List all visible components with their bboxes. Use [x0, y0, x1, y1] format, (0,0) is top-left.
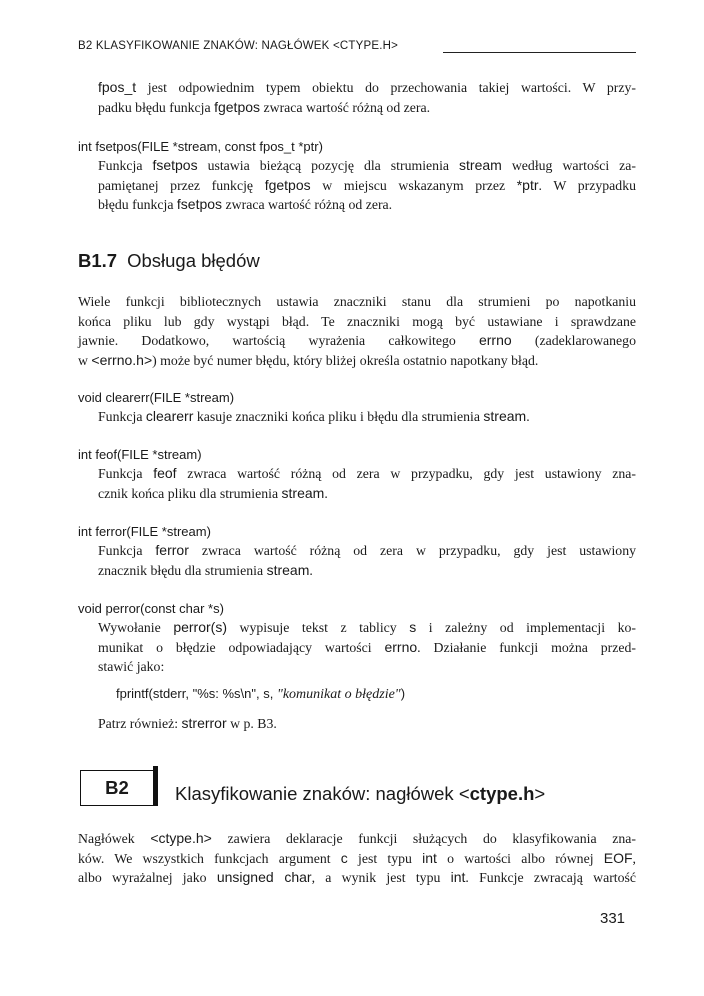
perror-description [98, 618, 636, 677]
clearerr-signature: void clearerr(FILE *stream) [78, 390, 235, 405]
text-line: Funkcja feof zwraca wartość różną od zera w przypadku, gdy jest ustawiony zna- [98, 465, 636, 481]
text-line: Funkcja fsetpos ustawia bieżącą pozycję dla strumienia stream według wartości za- [98, 157, 637, 173]
running-header-rule [443, 52, 636, 53]
text-line: Funkcja ferror zwraca wartość różną od zera w przypadku, gdy jest ustawiony [98, 542, 636, 558]
ferror-description [98, 541, 636, 580]
running-header: B2 KLASYFIKOWANIE ZNAKÓW: NAGŁÓWEK <CTYPE.H> [78, 40, 399, 52]
feof-signature: int feof(FILE *stream) [78, 447, 202, 462]
text-line: ków. We wszystkich funkcjach argument c jest typu int o wartości albo równej EOF, [78, 849, 636, 866]
text-line: błędu funkcja fsetpos zwraca wartość różną od zera. [98, 196, 393, 212]
text-line: cznik końca pliku dla strumienia stream. [98, 484, 328, 501]
text-line: Funkcja clearerr kasuje znaczniki końca pliku i błędu dla strumienia stream. [98, 408, 530, 424]
fsetpos-description [98, 156, 636, 215]
ctype-intro-paragraph [78, 829, 636, 888]
text-line: Nagłówek <ctype.h> zawiera deklaracje funkcji służących do klasyfikowania zna- [78, 830, 636, 846]
section-heading-b2: Klasyfikowanie znaków: nagłówek <ctype.h> [175, 783, 546, 804]
text-line: stawić jako: [98, 659, 165, 674]
page-number: 331 [600, 910, 626, 927]
section-number-box: B2 [80, 770, 154, 806]
section-heading-b17 [78, 250, 260, 272]
text-line: albo wyrażalnej jako unsigned char, a wynik jest typu int. Funkcje zwracają wartość [78, 869, 637, 885]
section-number: B1.7 [78, 250, 118, 271]
feof-description [98, 464, 636, 503]
text-line: munikat o błędzie odpowiadający wartości errno. Działanie funkcji można przed- [98, 638, 636, 655]
clearerr-description [98, 407, 636, 427]
text-line: pamiętanej przez funkcję fgetpos w miejscu wskazanym przez *ptr. W przypadku [98, 176, 637, 193]
text-line: Wywołanie perror(s) wypisuje tekst z tablicy s i zależny od implementacji ko- [98, 619, 636, 635]
ferror-signature: int ferror(FILE *stream) [78, 524, 211, 539]
fgetpos-description [98, 78, 636, 117]
text-line: fpos_t jest odpowiednim typem obiektu do przechowania takiej wartości. W przy- [98, 79, 636, 95]
section-title: Obsługa błędów [127, 250, 260, 271]
text-line: Wiele funkcji bibliotecznych ustawia znaczniki stanu dla strumieni po napotkaniu [78, 294, 636, 309]
text-line: jawnie. Dodatkowo, wartością wyrażenia całkowitego errno (zadeklarowanego [78, 332, 636, 348]
text-line: znacznik błędu dla strumienia stream. [98, 561, 313, 578]
fsetpos-signature: int fsetpos(FILE *stream, const fpos_t *ptr) [78, 139, 323, 154]
perror-see-also: Patrz również: strerror w p. B3. [98, 715, 277, 731]
perror-code-example: fprintf(stderr, "%s: %s\n", s, "komunikat o błędzie") [116, 686, 406, 702]
text-line: końca pliku lub gdy wystąpi błąd. Te znaczniki mogą być ustawiane i sprawdzane [78, 313, 636, 329]
perror-signature: void perror(const char *s) [78, 601, 224, 616]
text-line: padku błędu funkcja fgetpos zwraca wartość różną od zera. [98, 98, 431, 115]
section-box-bar [153, 766, 158, 806]
errors-intro-paragraph [78, 292, 636, 370]
text-line: w <errno.h>) może być numer błędu, który bliżej określa ostatnio napotkany błąd. [78, 351, 539, 368]
